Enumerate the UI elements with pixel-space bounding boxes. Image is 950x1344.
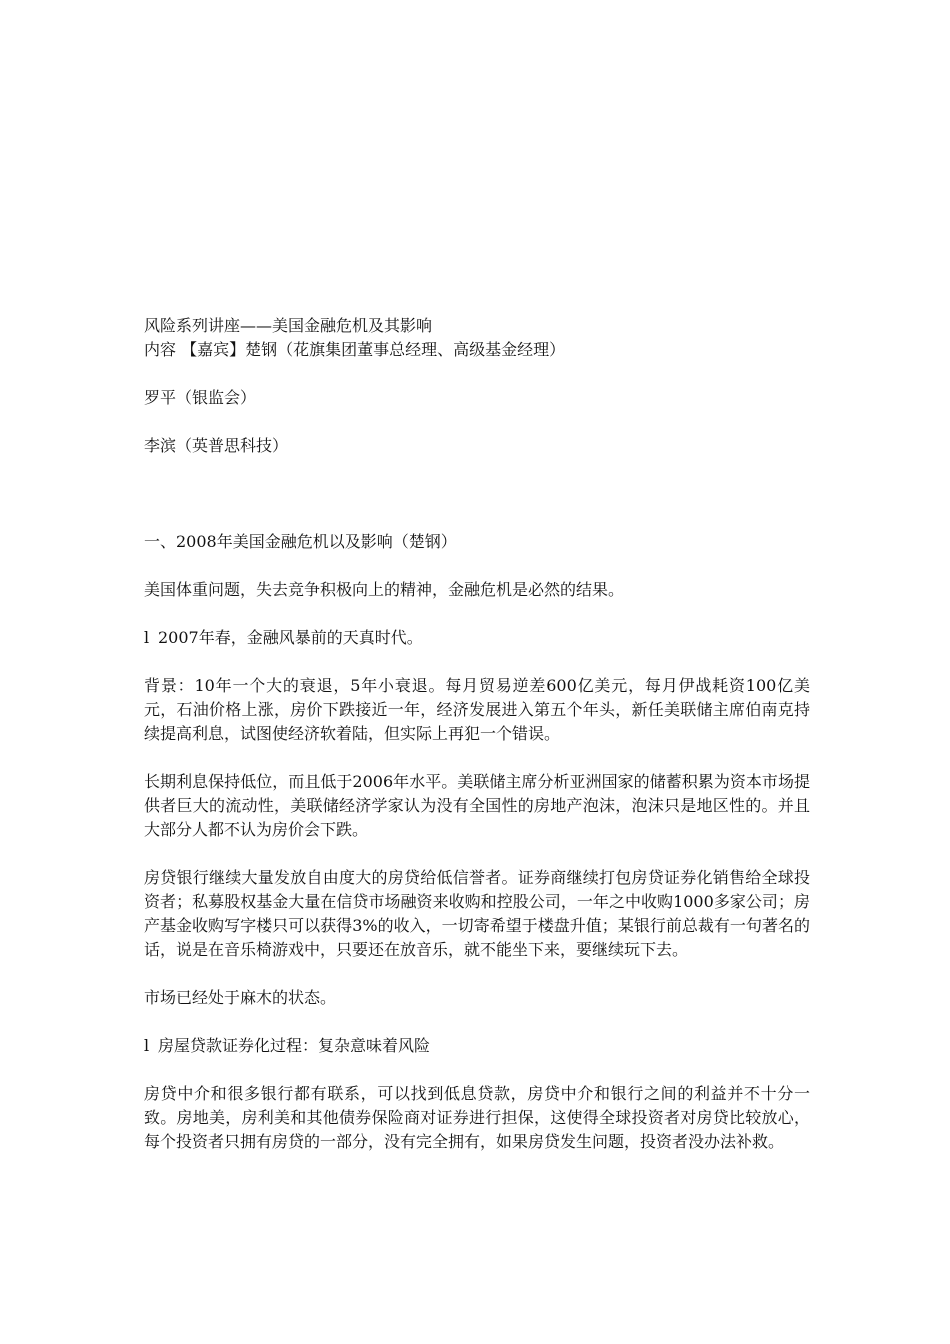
spacer	[144, 458, 810, 530]
section-1-heading: 一、2008年美国金融危机以及影响（楚钢）	[144, 532, 457, 551]
document-body	[144, 314, 810, 1154]
paragraph-mortgage: 房贷中介和很多银行都有联系，可以找到低息贷款，房贷中介和银行之间的利益并不十分一致。房地美，房利美和其他债券保险商对证券进行担保，这使得全球投资者对房贷比较放心，每个投资者只拥有房贷的一部分，没有完全拥有，如果房贷发生问题，投资者没办法补救。	[144, 1084, 810, 1151]
spacer	[144, 650, 810, 674]
spacer	[144, 410, 810, 434]
paragraph-intro: 美国体重问题，失去竞争积极向上的精神，金融危机是必然的结果。	[144, 580, 625, 599]
bullet-marker: l	[144, 1036, 150, 1055]
bullet-item-1-text: 2007年春，金融风暴前的天真时代。	[158, 628, 423, 647]
spacer	[144, 554, 810, 578]
spacer	[144, 362, 810, 386]
bullet-item-2-text: 房屋贷款证券化过程：复杂意味着风险	[158, 1036, 431, 1055]
spacer	[144, 962, 810, 986]
paragraph-banks: 房贷银行继续大量发放自由度大的房贷给低信誉者。证券商继续打包房贷证券化销售给全球投资者；私募股权基金大量在信贷市场融资来收购和控股公司，一年之中收购1000多家公司；房产基金收购写字楼只可以获得3%的收入，一切寄希望于楼盘升值；某银行前总裁有一句著名的话，说是在音乐椅游戏中，只要还在放音乐，就不能坐下来，要继续玩下去。	[144, 868, 810, 959]
bullet-item-1	[144, 626, 810, 650]
document-title: 风险系列讲座——美国金融危机及其影响	[144, 316, 433, 335]
bullet-item-2	[144, 1034, 810, 1058]
paragraph-interest: 长期利息保持低位，而且低于2006年水平。美联储主席分析亚洲国家的储蓄积累为资本市场提供者巨大的流动性，美联储经济学家认为没有全国性的房地产泡沫，泡沫只是地区性的。并且大部分人都不认为房价会下跌。	[144, 772, 810, 839]
spacer	[144, 746, 810, 770]
spacer	[144, 1058, 810, 1082]
content-guest-line: 内容 【嘉宾】楚钢（花旗集团董事总经理、高级基金经理）	[144, 340, 566, 359]
spacer	[144, 842, 810, 866]
bullet-marker: l	[144, 628, 150, 647]
paragraph-background: 背景：10年一个大的衰退，5年小衰退。每月贸易逆差600亿美元，每月伊战耗资100亿美元，石油价格上涨，房价下跌接近一年，经济发展进入第五个年头，新任美联储主席伯南克持续提高利息，试图使经济软着陆，但实际上再犯一个错误。	[144, 676, 810, 743]
paragraph-market: 市场已经处于麻木的状态。	[144, 988, 337, 1007]
spacer	[144, 602, 810, 626]
guest-name-2: 罗平（银监会）	[144, 388, 257, 407]
spacer	[144, 1010, 810, 1034]
guest-name-3: 李滨（英普思科技）	[144, 436, 289, 455]
